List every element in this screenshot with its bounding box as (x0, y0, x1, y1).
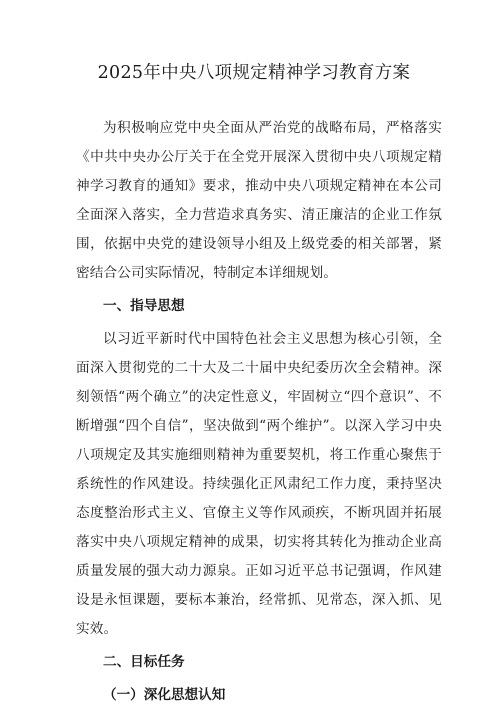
guiding-ideology-paragraph: 以习近平新时代中国特色社会主义思想为核心引领，全面深入贯彻党的二十大及二十届中央纪委历次全会精神。深刻领悟“两个确立”的决定性意义，牢固树立“四个意识”、不断增强“四个自信”，坚决做到“两个维护”。以深入学习中央八项规定及其实施细则精神为重要契机，将工作重心聚焦于系统性的作风建设。持续强化正风肃纪工作力度，秉持坚决态度整治形式主义、官僚主义等作风顽疾，不断巩固并拓展落实中央八项规定精神的成果，切实将其转化为推动企业高质量发展的强大动力源泉。正如习近平总书记强调，作风建设是永恒课题，要标本兼治，经常抓、见常态，深入抓、见实效。 (76, 331, 442, 637)
page-title: 2025年中央八项规定精神学习教育方案 (97, 63, 411, 83)
intro-paragraph: 为积极响应党中央全面从严治党的战略布局，严格落实《中共中央办公厅关于在全党开展深入贯彻中央八项规定精神学习教育的通知》要求，推动中央八项规定精神在本公司全面深入落实，全力营造求真务实、清正廉洁的企业工作氛围，依据中央党的建设领导小组及上级党委的相关部署，紧密结合公司实际情况，特制定本详细规划。 (76, 120, 442, 281)
section-heading-guiding-ideology: 一、指导思想 (103, 298, 185, 314)
subsection-heading-deepen-thinking: （一）深化思想认知 (103, 687, 226, 703)
section-heading-goals-tasks: 二、目标任务 (103, 654, 185, 670)
